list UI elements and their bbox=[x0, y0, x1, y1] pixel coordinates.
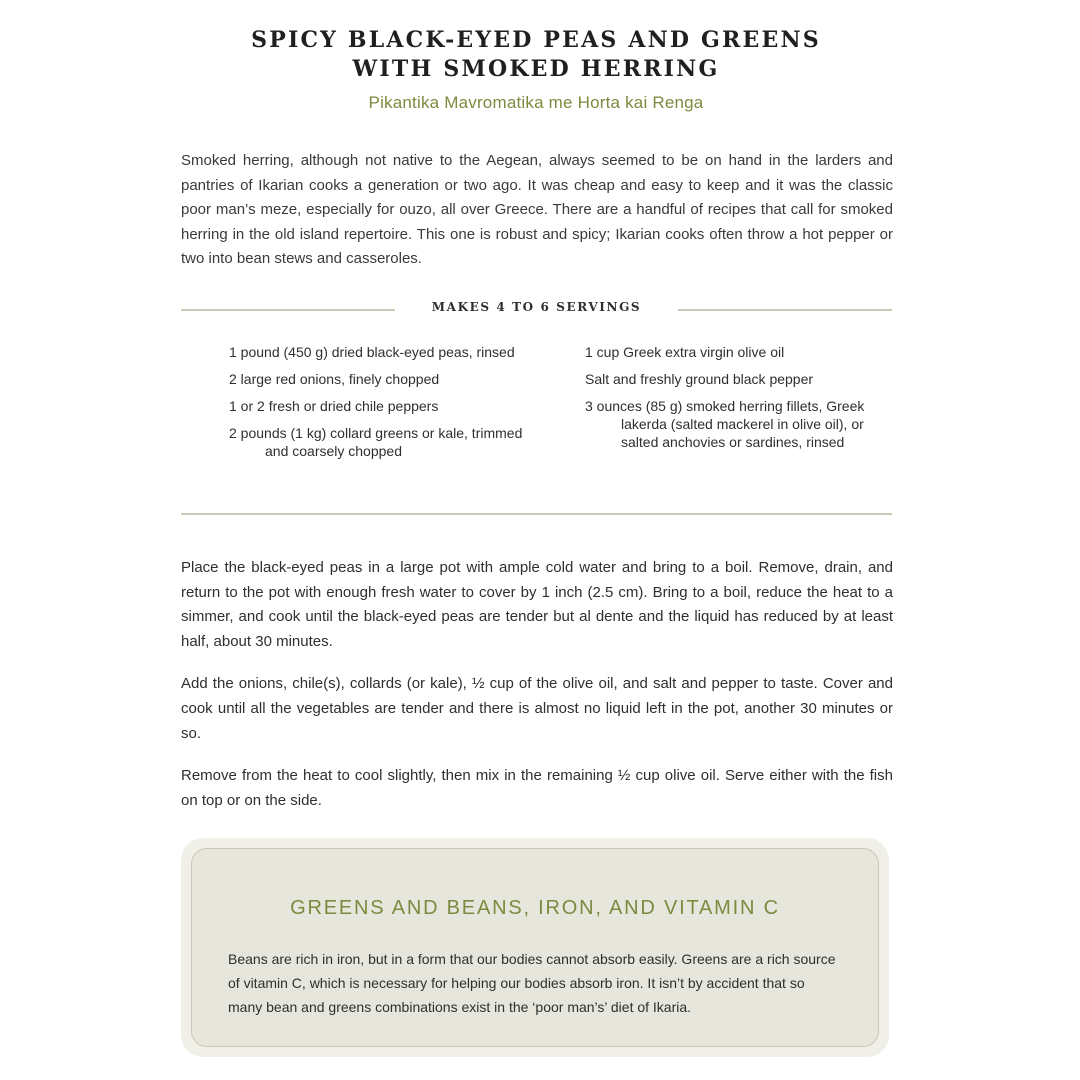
sidebar-title: GREENS AND BEANS, IRON, AND VITAMIN C bbox=[290, 897, 780, 919]
yield-row bbox=[181, 300, 892, 320]
method-step: Remove from the heat to cool slightly, then mix in the remaining ½ cup olive oil. Serve either with the fish on top or on the side. bbox=[181, 767, 893, 809]
ingredient-item: 1 pound (450 g) dried black-eyed peas, rinsed bbox=[229, 344, 515, 360]
sidebar-body: Beans are rich in iron, but in a form that our bodies cannot absorb easily. Greens are a rich source of vitamin C, which is necessary for helping our bodies absorb iron. It isn’t by accident that so many bean and greens combinations exist in the ‘poor man’s’ diet of Ikaria. bbox=[228, 951, 836, 1015]
yield-rule-right bbox=[678, 309, 892, 311]
yield-label: MAKES 4 TO 6 SERVINGS bbox=[431, 300, 642, 314]
method-step: Place the black-eyed peas in a large pot with ample cold water and bring to a boil. Remove, drain, and return to the pot with enough fresh water to cover by 1 inch (2.5 cm). Bring to a boil, reduce the heat to a simmer, and cook until the black-eyed peas are tender but al dente and the liquid has reduced by at least half, about 30 minutes. bbox=[181, 559, 893, 650]
ingredients-column-1 bbox=[229, 343, 529, 469]
ingredient-item: 1 or 2 fresh or dried chile peppers bbox=[229, 398, 439, 414]
ingredient-item: 1 cup Greek extra virgin olive oil bbox=[585, 344, 785, 360]
ingredient-item: 2 large red onions, finely chopped bbox=[229, 371, 440, 387]
ingredient-item: 3 ounces (85 g) smoked herring fillets, Greek lakerda (salted mackerel in olive oil), or salted anchovies or sardines, rinsed bbox=[585, 398, 865, 450]
recipe-title-line-1: SPICY BLACK-EYED PEAS AND GREENS bbox=[251, 27, 821, 53]
sidebar-panel bbox=[191, 848, 879, 1047]
recipe-intro: Smoked herring, although not native to the Aegean, always seemed to be on hand in the larders and pantries of Ikarian cooks a generation or two ago. It was cheap and easy to keep and it was the classic poor man’s meze, especially for ouzo, all over Greece. There are a handful of recipes that call for smoked herring in the old island repertoire. This one is robust and spicy; Ikarian cooks often throw a hot pepper or two into bean stews and casseroles. bbox=[181, 152, 893, 268]
ingredient-item: 2 pounds (1 kg) collard greens or kale, trimmed and coarsely chopped bbox=[229, 425, 523, 459]
recipe-title bbox=[180, 26, 892, 84]
recipe-subtitle: Pikantika Mavromatika me Horta kai Renga bbox=[368, 93, 704, 112]
recipe-method bbox=[181, 556, 893, 831]
ingredient-item: Salt and freshly ground black pepper bbox=[585, 371, 814, 387]
ingredients-column-2 bbox=[585, 343, 895, 460]
ingredients-bottom-rule bbox=[181, 513, 892, 515]
method-step: Add the onions, chile(s), collards (or kale), ½ cup of the olive oil, and salt and pepper to taste. Cover and cook until all the vegetables are tender and there is almost no liquid left in the pot, another 30 minutes or so. bbox=[181, 675, 893, 742]
sidebar-box bbox=[181, 838, 889, 1057]
recipe-title-line-2: WITH SMOKED HERRING bbox=[352, 56, 720, 82]
